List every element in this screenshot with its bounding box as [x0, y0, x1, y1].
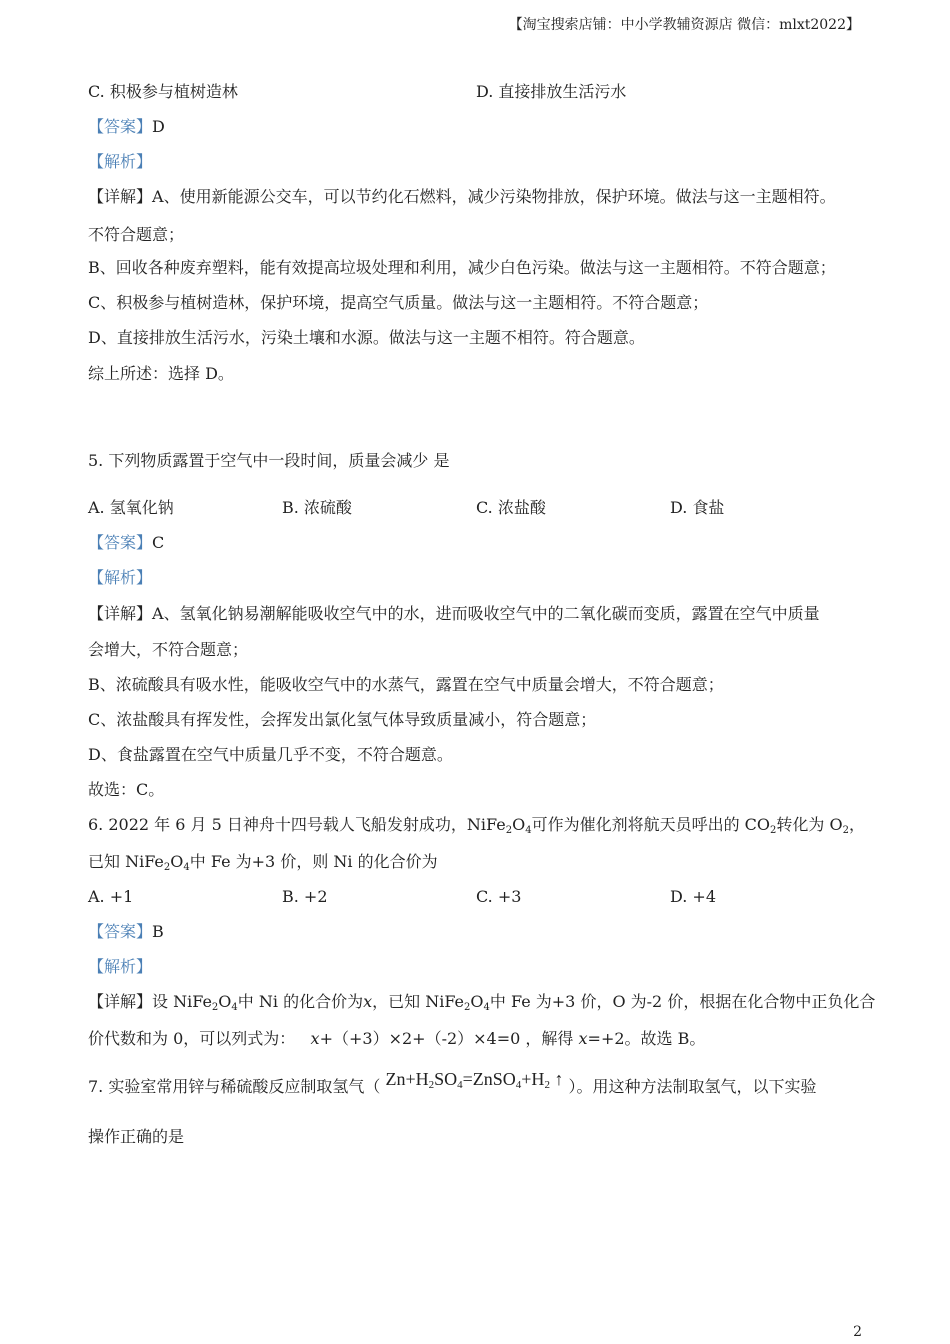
q5-detail-a-cont: 会增大，不符合题意；	[88, 640, 249, 659]
q5-option-b: B. 浓硫酸	[282, 498, 352, 517]
page-header: 【淘宝搜索店铺：中小学教辅资源店 微信：mlxt2022】	[508, 17, 860, 33]
q5-summary: 故选：C。	[88, 780, 165, 799]
q6-stem-line2	[88, 852, 438, 872]
answer-tag: 【答案】	[88, 922, 153, 941]
subscript: 2	[211, 1002, 219, 1013]
detail-tag: 【详解】	[88, 187, 153, 206]
stem-text: O	[512, 815, 526, 834]
q6-option-c: C. +3	[476, 887, 522, 906]
q5-answer	[88, 533, 164, 553]
eq-part: Zn+H	[385, 1069, 429, 1089]
detail-tag: 【详解】	[88, 604, 153, 623]
q6-option-d: D. +4	[670, 887, 717, 906]
stem-text: ）。用这种方法制取氢气，以下实验	[568, 1077, 817, 1096]
q5-option-c: C. 浓盐酸	[476, 498, 546, 517]
subscript: 4	[483, 1002, 490, 1013]
eq-part: =ZnSO	[462, 1069, 516, 1089]
q6-answer	[88, 922, 164, 942]
q7-stem-line1	[88, 1070, 817, 1103]
q6-option-b: B. +2	[282, 887, 328, 906]
answer-value: D	[152, 117, 165, 136]
subscript: 2	[842, 825, 849, 836]
detail-text: 设 NiFe	[152, 992, 212, 1011]
chemical-equation	[385, 1069, 563, 1089]
variable-x: x	[578, 1029, 588, 1048]
q4-detail-c: C、积极参与植树造林，保护环境，提高空气质量。做法与这一主题相符。不符合题意；	[88, 293, 709, 312]
q5-detail-d: D、食盐露置在空气中质量几乎不变，不符合题意。	[88, 745, 453, 764]
q4-option-d: D. 直接排放生活污水	[476, 82, 627, 101]
q4-detail-a	[88, 187, 836, 207]
answer-tag: 【答案】	[88, 117, 153, 136]
answer-value: C	[152, 533, 165, 552]
q5-analysis-tag: 【解析】	[88, 568, 153, 587]
subscript: 2	[770, 825, 777, 836]
q4-detail-d: D、直接排放生活污水，污染土壤和水源。做法与这一主题不相符。符合题意。	[88, 328, 645, 347]
q6-detail-line1	[88, 992, 875, 1012]
detail-text: 价代数和为 0，可以列式为：	[88, 1029, 296, 1048]
stem-text: 转化为 O	[776, 815, 843, 834]
up-arrow-icon: ↑	[554, 1069, 564, 1089]
subscript: 2	[163, 862, 171, 873]
subscript: 2	[428, 1079, 435, 1091]
q4-summary: 综上所述：选择 D。	[88, 364, 234, 383]
subscript: 2	[464, 1002, 471, 1013]
stem-text: 6. 2022 年 6 月 5 日神舟十四号载人飞船发射成功，NiFe	[88, 815, 506, 834]
answer-tag: 【答案】	[88, 533, 153, 552]
q4-detail-a-cont: 不符合题意；	[88, 225, 185, 244]
q5-option-d: D. 食盐	[670, 498, 725, 517]
detail-text: ，已知 NiFe	[372, 992, 465, 1011]
q6-analysis-tag: 【解析】	[88, 957, 153, 976]
stem-text: 7. 实验室常用锌与稀硫酸反应制取氢气（	[88, 1077, 381, 1096]
page-number: 2	[853, 1324, 862, 1340]
q5-stem: 5. 下列物质露置于空气中一段时间，质量会减少 是	[88, 451, 450, 470]
q4-analysis-tag: 【解析】	[88, 152, 153, 171]
detail-text: O	[218, 992, 232, 1011]
q6-option-a: A. +1	[88, 887, 134, 906]
q6-stem-line1	[88, 815, 865, 835]
detail-text: O	[470, 992, 484, 1011]
q7-stem-line2: 操作正确的是	[88, 1127, 185, 1146]
eq-part: SO	[434, 1069, 458, 1089]
q4-option-c: C. 积极参与植树造林	[88, 82, 238, 101]
detail-tag: 【详解】	[88, 992, 153, 1011]
detail-text: 中 Ni 的化合价为	[237, 992, 364, 1011]
subscript: 4	[183, 862, 190, 873]
subscript: 4	[515, 1079, 522, 1091]
q5-option-a: A. 氢氧化钠	[88, 498, 174, 517]
q4-answer	[88, 117, 165, 137]
eq-part: +H	[521, 1069, 545, 1089]
variable-x: x	[310, 1029, 320, 1048]
answer-value: B	[152, 922, 164, 941]
q5-detail-a	[88, 604, 820, 624]
subscript: 2	[544, 1079, 550, 1091]
detail-text: A、氢氧化钠易潮解能吸收空气中的水，进而吸收空气中的二氧化碳而变质，露置在空气中质量	[152, 604, 820, 623]
detail-text: +（+3）×2+（-2）×4=0 ，解得	[319, 1029, 574, 1048]
variable-x: x	[363, 992, 373, 1011]
subscript: 2	[505, 825, 513, 836]
stem-text: 可作为催化剂将航天员呼出的 CO	[531, 815, 771, 834]
q5-detail-c: C、浓盐酸具有挥发性，会挥发出氯化氢气体导致质量减小，符合题意；	[88, 710, 597, 729]
q6-detail-line2	[88, 1029, 705, 1049]
stem-text: ，	[848, 815, 865, 834]
detail-text: =+2。故选 B。	[587, 1029, 706, 1048]
stem-text: 已知 NiFe	[88, 852, 164, 871]
q5-detail-b: B、浓硫酸具有吸水性，能吸收空气中的水蒸气，露置在空气中质量会增大，不符合题意；	[88, 675, 724, 694]
q4-detail-b: B、回收各种废弃塑料，能有效提高垃圾处理和利用，减少白色污染。做法与这一主题相符。不符合题意；	[88, 258, 836, 277]
detail-text: 中 Fe 为+3 价，O 为-2 价，根据在化合物中正负化合	[489, 992, 876, 1011]
subscript: 4	[457, 1079, 463, 1091]
subscript: 4	[231, 1002, 238, 1013]
stem-text: 中 Fe 为+3 价，则 Ni 的化合价为	[189, 852, 438, 871]
detail-text: A、使用新能源公交车，可以节约化石燃料，减少污染物排放，保护环境。做法与这一主题相符。	[152, 187, 836, 206]
stem-text: O	[170, 852, 184, 871]
subscript: 4	[525, 825, 532, 836]
